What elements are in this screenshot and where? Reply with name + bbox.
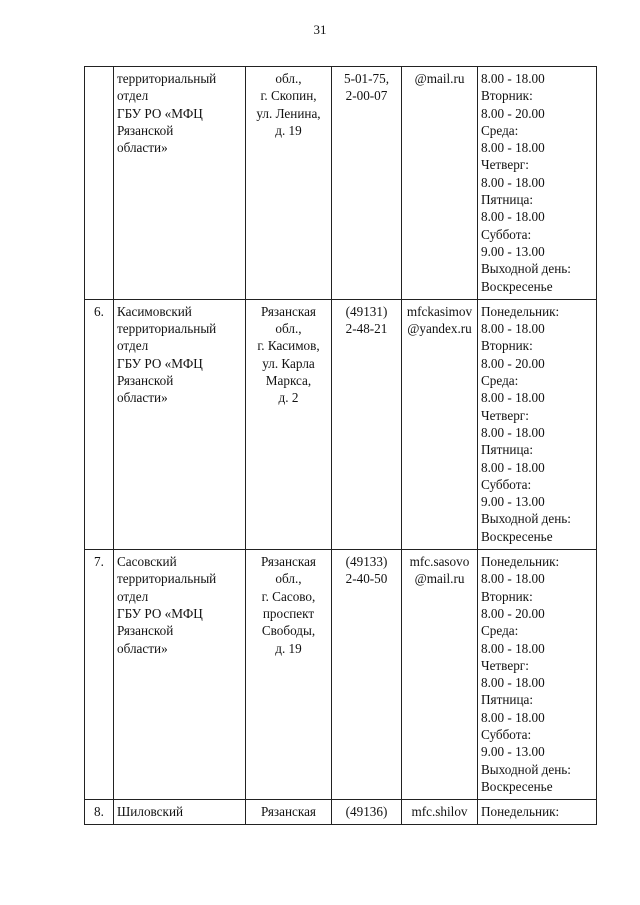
office-name-line: области» [117, 140, 168, 156]
office-name-line: Рязанской [117, 623, 174, 639]
schedule-line: Среда: [481, 623, 519, 639]
schedule-line: Суббота: [481, 726, 532, 742]
schedule-line: Четверг: [481, 157, 529, 173]
schedule-line: 8.00 - 18.00 [481, 209, 545, 225]
address-line: Маркса, [265, 373, 312, 389]
address-line: Рязанская [261, 554, 316, 570]
email-text: mfckasimov@yandex.ru [406, 303, 473, 337]
schedule-line: Пятница: [481, 192, 534, 208]
office-phone [332, 299, 402, 549]
email-text: @mail.ru [414, 71, 465, 86]
schedule-line: 8.00 - 18.00 [481, 424, 545, 440]
address-line: Свободы, [261, 623, 316, 639]
address-line: д. 19 [275, 122, 302, 138]
schedule-line: Пятница: [481, 692, 534, 708]
address-line: ул. Карла [262, 355, 315, 371]
schedule-line: 8.00 - 18.00 [481, 321, 545, 337]
office-name-line: области» [117, 390, 168, 406]
address-line: ул. Ленина, [256, 105, 321, 121]
schedule-line: 8.00 - 18.00 [481, 571, 545, 587]
schedule-line: 8.00 - 20.00 [481, 605, 545, 621]
schedule-line: 8.00 - 18.00 [481, 140, 545, 156]
office-name-line: территориальный [117, 321, 217, 337]
address-line: обл., [275, 71, 302, 86]
office-name-line: ГБУ РО «МФЦ [117, 355, 203, 371]
schedule-line: Выходной день: [481, 261, 571, 277]
schedule-line: Четверг: [481, 657, 529, 673]
office-address [246, 550, 332, 800]
table-row [85, 550, 597, 800]
email-text: mfc.sasovo@mail.ru [409, 554, 470, 587]
office-address [246, 299, 332, 549]
office-email [402, 800, 478, 825]
schedule-line: 9.00 - 13.00 [481, 243, 545, 259]
address-line: обл., [275, 321, 302, 337]
offices-table [84, 66, 597, 825]
schedule-line: Суббота: [481, 476, 532, 492]
office-name-line: ГБУ РО «МФЦ [117, 605, 203, 621]
address-line: г. Скопин, [260, 88, 317, 104]
row-number: 7. [85, 550, 114, 800]
office-name-line: территориальный [117, 571, 217, 587]
page-number: 31 [313, 22, 327, 37]
schedule-line: Вторник: [481, 88, 533, 104]
row-number: 6. [85, 299, 114, 549]
schedule-line: Понедельник: [481, 804, 560, 820]
phone-line: 5-01-75, [343, 71, 390, 86]
office-name [114, 67, 246, 300]
phone-line: 2-00-07 [345, 88, 388, 104]
schedule-line: 9.00 - 13.00 [481, 494, 545, 510]
office-schedule [478, 299, 597, 549]
schedule-line: Воскресенье [481, 278, 553, 294]
phone-line: 2-40-50 [345, 571, 388, 587]
email-text: mfc.shilov [411, 804, 468, 820]
schedule-line: Понедельник: [481, 303, 560, 319]
schedule-line: Воскресенье [481, 528, 553, 544]
office-name-line: ГБУ РО «МФЦ [117, 105, 203, 121]
office-schedule [478, 800, 597, 825]
row-number: 8. [85, 800, 114, 825]
schedule-line: Понедельник: [481, 554, 560, 570]
address-line: г. Касимов, [257, 338, 320, 354]
office-schedule [478, 67, 597, 300]
schedule-line: Четверг: [481, 407, 529, 423]
phone-line: (49133) [345, 554, 388, 570]
office-email [402, 299, 478, 549]
schedule-line: 8.00 - 18.00 [481, 675, 545, 691]
schedule-line: 8.00 - 18.00 [481, 390, 545, 406]
table-row [85, 67, 597, 300]
row-number [85, 67, 114, 300]
office-email [402, 67, 478, 300]
office-name [114, 299, 246, 549]
office-address [246, 67, 332, 300]
schedule-line: 8.00 - 18.00 [481, 640, 545, 656]
office-schedule [478, 550, 597, 800]
schedule-line: 8.00 - 18.00 [481, 174, 545, 190]
office-name [114, 800, 246, 825]
schedule-line: 8.00 - 20.00 [481, 105, 545, 121]
office-name-line: Рязанской [117, 373, 174, 389]
schedule-line: 9.00 - 13.00 [481, 744, 545, 760]
schedule-line: 8.00 - 18.00 [481, 709, 545, 725]
schedule-line: 8.00 - 18.00 [481, 459, 545, 475]
office-phone [332, 550, 402, 800]
schedule-line: 8.00 - 18.00 [481, 71, 545, 86]
schedule-line: Вторник: [481, 338, 533, 354]
address-line: Рязанская [261, 804, 316, 820]
office-address [246, 800, 332, 825]
phone-line: (49131) [345, 303, 388, 319]
schedule-line: Выходной день: [481, 511, 571, 527]
schedule-line: Среда: [481, 122, 519, 138]
office-name-line: Рязанской [117, 122, 174, 138]
address-line: д. 19 [275, 640, 302, 656]
schedule-line: Воскресенье [481, 778, 553, 794]
table-row [85, 299, 597, 549]
address-line: проспект [262, 605, 315, 621]
address-line: д. 2 [278, 390, 299, 406]
office-email [402, 550, 478, 800]
office-phone [332, 67, 402, 300]
schedule-line: Суббота: [481, 226, 532, 242]
schedule-line: Вторник: [481, 588, 533, 604]
phone-line: (49136) [345, 804, 388, 820]
office-name-line: Касимовский [117, 303, 192, 319]
address-line: обл., [275, 571, 302, 587]
address-line: Рязанская [261, 303, 316, 319]
office-name-line: отдел [117, 588, 149, 604]
schedule-line: Выходной день: [481, 761, 571, 777]
schedule-line: Пятница: [481, 442, 534, 458]
office-name-line: области» [117, 640, 168, 656]
office-name [114, 550, 246, 800]
office-name-line: территориальный [117, 71, 217, 86]
address-line: г. Сасово, [261, 588, 316, 604]
table-body [85, 67, 597, 825]
office-name-line: Сасовский [117, 554, 177, 570]
office-phone [332, 800, 402, 825]
office-name-line: отдел [117, 88, 149, 104]
table-row [85, 800, 597, 825]
office-name-line: Шиловский [117, 804, 184, 820]
phone-line: 2-48-21 [345, 321, 388, 337]
schedule-line: 8.00 - 20.00 [481, 355, 545, 371]
office-name-line: отдел [117, 338, 149, 354]
schedule-line: Среда: [481, 373, 519, 389]
